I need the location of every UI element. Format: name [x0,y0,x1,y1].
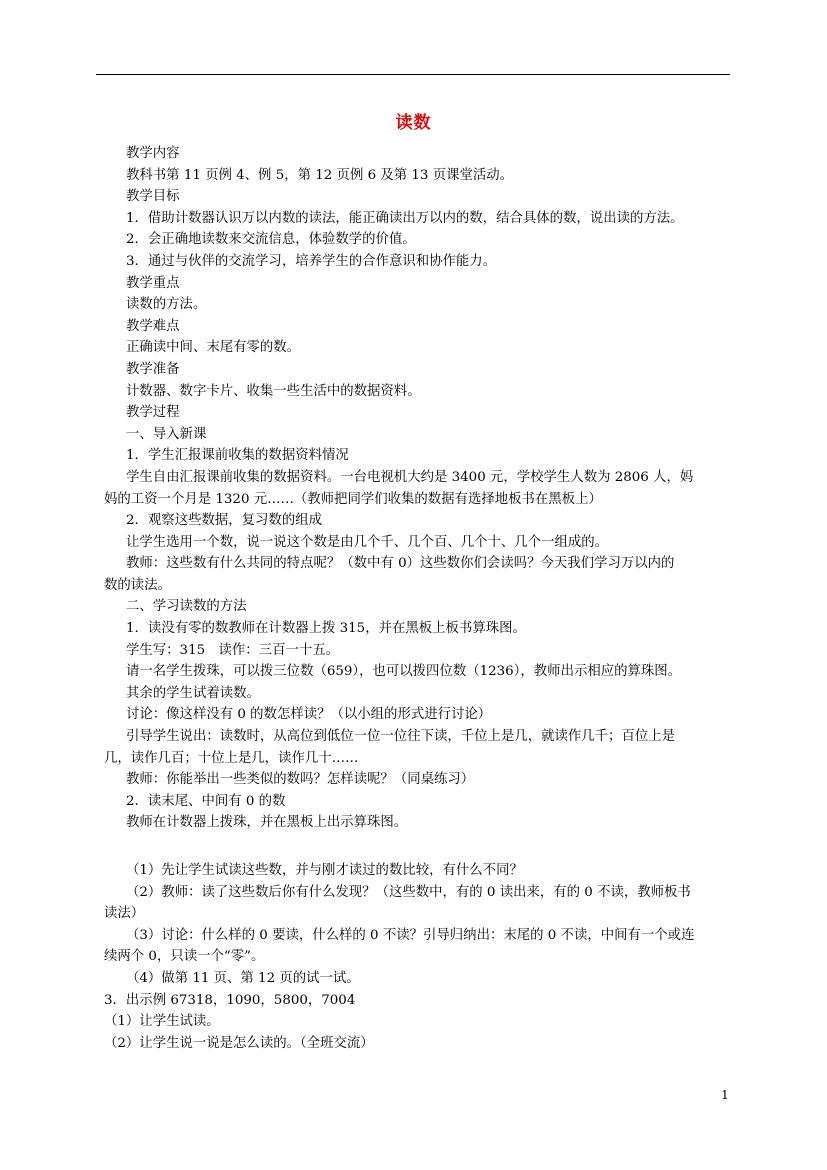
text-line: 让学生选用一个数，说一说这个数是由几个千、几个百、几个十、几个一组成的。 [126,534,609,550]
text-line: 一、导入新课 [126,426,207,442]
text-line: 读法） [104,906,145,922]
text-line: 教师在计数器上拨珠，并在黑板上出示算珠图。 [126,815,408,831]
text-line: 妈的工资一个月是 1320 元……（教师把同学们收集的数据有选择地板书在黑板上） [104,491,602,507]
text-line: 教师：这些数有什么共同的特点呢？（数中有 0）这些数你们会读吗？今天我们学习万以内的 [126,556,675,572]
text-line: 2．会正确地读数来交流信息，体验数学的价值。 [126,232,416,248]
text-line: 教学过程 [126,405,180,421]
text-line: 2．观察这些数据，复习数的组成 [126,513,322,529]
text-line: 数的读法。 [104,577,171,593]
text-line: 读数的方法。 [126,297,207,313]
text-line: 1．读没有零的数教师在计数器上拨 315，并在黑板上板书算珠图。 [126,621,526,637]
text-line: 教学难点 [126,318,180,334]
text-line: （3）讨论：什么样的 0 要读，什么样的 0 不读？引导归纳出：末尾的 0 不读，中间有一个或连 [126,927,695,943]
text-line: 几，读作几百；十位上是几，读作几十…… [104,750,359,766]
text-line: 教学目标 [126,189,180,205]
text-line: 教学重点 [126,275,180,291]
text-line: 正确读中间、末尾有零的数。 [126,340,301,356]
text-line: 请一名学生拨珠，可以拨三位数（659），也可以拨四位数（1236），教师出示相应的算珠图。 [126,664,682,680]
header-rule [96,74,730,75]
text-line: 3．出示例 67318，1090，5800，7004 [104,992,356,1008]
text-line: 1．借助计数器认识万以内数的读法，能正确读出万以内的数，结合具体的数，说出读的方法。 [126,210,684,226]
text-line: 1．学生汇报课前收集的数据资料情况 [126,448,349,464]
text-line: 教师：你能举出一些类似的数吗？怎样读呢？（同桌练习） [126,772,475,788]
text-line: 2．读末尾、中间有 0 的数 [126,793,286,809]
text-line: 教学准备 [126,361,180,377]
text-line: 3．通过与伙伴的交流学习，培养学生的合作意识和协作能力。 [126,253,497,269]
text-line: 教学内容 [126,146,180,161]
text-line: （1）让学生试读。 [104,1014,220,1030]
blank-line [104,834,730,860]
text-line: 引导学生说出：读数时，从高位到低位一位一位往下读，千位上是几，就读作几千；百位上是 [126,729,676,745]
document-body [104,143,730,1054]
text-line: （2）教师：读了这些数后你有什么发现？（这些数中，有的 0 读出来，有的 0 不读，教师板书 [126,884,691,900]
text-line: 教科书第 11 页例 4、例 5，第 12 页例 6 及第 13 页课堂活动。 [126,167,514,183]
text-line: 续两个 0，只读一个“零”。 [104,949,265,965]
text-line: 讨论：像这样没有 0 的数怎样读？（以小组的形式进行讨论） [126,707,492,723]
text-line: （2）让学生说一说是怎么读的。（全班交流） [104,1035,374,1051]
text-line: 计数器、数字卡片、收集一些生活中的数据资料。 [126,383,421,399]
text-line: 其余的学生试着读数。 [126,685,260,701]
page-number: 1 [721,1088,729,1102]
text-line: 二、学习读数的方法 [126,599,247,615]
text-line: 学生写：315 读作：三百一十五。 [126,642,340,658]
text-line: 学生自由汇报课前收集的数据资料。一台电视机大约是 3400 元，学校学生人数为 2806 人，妈 [126,469,694,485]
text-line: （4）做第 11 页、第 12 页的试一试。 [126,970,360,986]
document-title: 读数 [395,113,432,133]
text-line: （1）先让学生试读这些数，并与刚才读过的数比较，有什么不同？ [126,863,523,878]
